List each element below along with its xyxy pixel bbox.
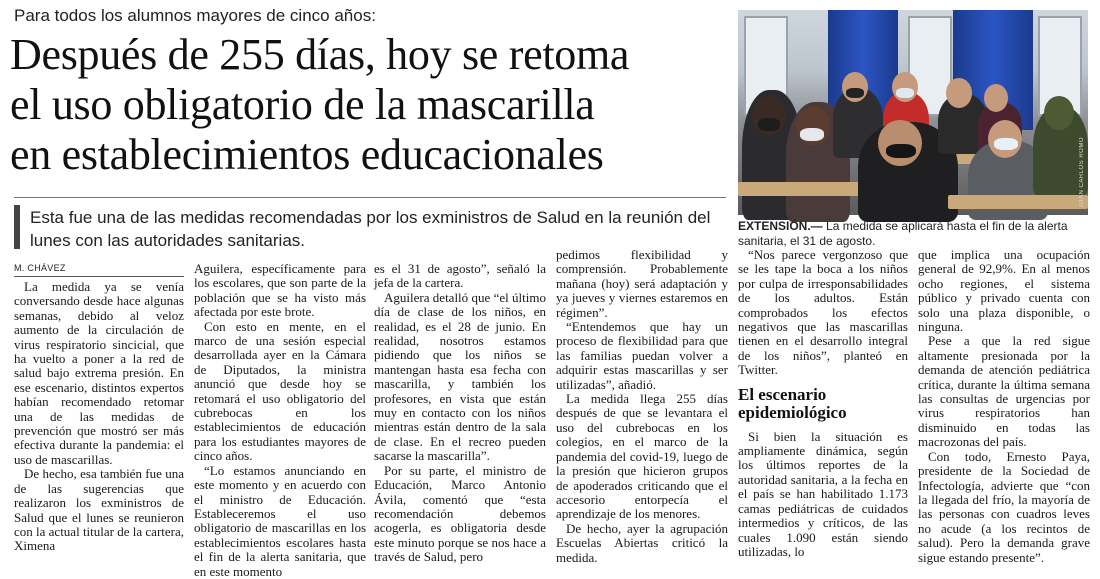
student-head <box>878 120 922 166</box>
deck: Esta fue una de las medidas recomendadas por los exministros de Salud en la reunión del lunes con las autoridades sanitarias. <box>30 208 711 250</box>
article-column-2 <box>194 261 366 579</box>
paragraph: Con esto en mente, en el marco de una sesión especial desarrollada ayer en la Cámara de Diputados, la ministra anunció que desde hoy se retomará el uso obligatorio del cubrebocas en los establecimientos de educación para los estudiantes mayores de cinco años. <box>194 318 366 464</box>
paragraph: De hecho, ayer la agrupación Escuelas Abiertas criticó la medida. <box>556 520 728 565</box>
paragraph: Pese a que la red sigue altamente presionada por la demanda de atención pediátrica crítica, durante la última semana las consultas de urgencias por virus respiratorios han disminuido en todas las macrozonas del país. <box>918 333 1090 450</box>
student-head <box>946 78 972 108</box>
paragraph: “Entendemos que hay un proceso de flexibilidad para que las familias puedan volver a adquirir estas mascarillas y ser utilizadas”, añadió. <box>556 319 728 392</box>
kicker: Para todos los alumnos mayores de cinco años: <box>14 6 376 25</box>
paragraph: “Lo estamos anunciando en este momento y en acuerdo con el ministro de Educación. Estableceremos el uso obligatorio de mascarillas en los establecimientos escolares hasta el fin de la alerta sanitaria, que en este momento <box>194 462 366 579</box>
paragraph: Aguilera detalló que “el último día de clase de los niños, en realidad, es el 28 de junio. En realidad, nosotros estamos pidiendo que los niños se mantengan hasta esa fecha con mascarilla, y también los profesores, en vista que están muy en contacto con los niños mientras están dentro de la sala de clase. En el recreo pueden sacarse la mascarilla”. <box>374 289 546 464</box>
article-photo <box>738 10 1088 215</box>
mask-shape <box>896 88 914 98</box>
caption-text: La medida se aplicará hasta el fin de la alerta sanitaria, el 31 de agosto. <box>738 219 1068 248</box>
article-column-3 <box>374 261 546 565</box>
mask-shape <box>994 138 1018 150</box>
photo-caption <box>738 219 1090 249</box>
paragraph: Si bien la situación es ampliamente dinámica, según los últimos reportes de la autoridad sanitaria, a la fecha en el país se han habilitado 1.173 camas pediátricas de cuidados intermedios y críticos, de las cuales 1.090 están siendo utilizadas, lo <box>738 428 908 559</box>
paragraph: Con todo, Ernesto Paya, presidente de la Sociedad de Infectología, advierte que “con la llegada del frío, la mayoría de las personas con cuadros leves no acude (a los recintos de salud). Pero la demanda grave sigue estando presente”. <box>918 448 1090 565</box>
headline <box>10 30 722 180</box>
caption-label: EXTENSIÓN.— <box>738 219 823 233</box>
article-column-6 <box>918 247 1090 565</box>
mask-shape <box>846 88 864 98</box>
desk-shape <box>948 195 1088 209</box>
paragraph: “Nos parece vergonzoso que se les tape la boca a los niños por culpa de irresponsabilidades de los adultos. Están comprobados los efectos negativos que las mascarillas tienen en el desarrollo integral de los niños”, planteó en Twitter. <box>738 247 908 378</box>
mask-shape <box>800 128 824 141</box>
headline-line-2: el uso obligatorio de la mascarilla <box>10 80 595 129</box>
paragraph: que implica una ocupación general de 92,9%. En al menos ocho regiones, el sistema público y privado cuenta con solo una plaza disponible, o ninguna. <box>918 247 1090 335</box>
article-column-5 <box>738 247 908 559</box>
deck-divider <box>14 197 726 198</box>
article-column-4 <box>556 247 728 565</box>
photo-credit: JUAN CARLOS ROMO <box>1079 136 1085 207</box>
deck-bar <box>14 205 20 249</box>
paragraph: Aguilera, específicamente para los escolares, que son parte de la población que se ha visto más afectada por este brote. <box>194 261 366 320</box>
paragraph: pedimos flexibilidad y comprensión. Probablemente mañana (hoy) será adaptación y ya jueves y viernes estaremos en régimen”. <box>556 247 728 320</box>
headline-line-3: en establecimientos educacionales <box>10 130 604 179</box>
paragraph: Por su parte, el ministro de Educación, Marco Antonio Ávila, comentó que “esta recomendación debemos acogerla, es obligatoria desde este minuto porque se nos hace a través de Salud, pero <box>374 462 546 565</box>
paragraph: La medida ya se venía conversando desde hace algunas semanas, debido al veloz aumento de la circulación de virus respiratorio sincicial, que ha vuelto a poner a la red de salud bajo extrema presión. En ese escenario, distintos expertos habían recomendado retomar una de las medidas de prevención que mostró ser más efectiva durante la pandemia: el uso de mascarillas. <box>14 279 184 467</box>
headline-line-1: Después de 255 días, hoy se retoma <box>10 30 630 79</box>
section-subhead: El escenario epidemiológico <box>738 384 847 422</box>
desk-shape <box>738 182 868 196</box>
paragraph: La medida llega 255 días después de que se levantara el uso del cubrebocas en los colegios, en el marco de la pandemia del covid-19, luego de la presión que hicieron grupos de apoderados criticando que el accesorio entorpecía el aprendizaje de los menores. <box>556 391 728 522</box>
byline: M. CHÁVEZ <box>14 263 184 277</box>
paragraph: De hecho, esa también fue una de las sugerencias que realizaron los exministros de Salud que el lunes se reunieron con la actual titular de la cartera, Ximena <box>14 466 184 554</box>
mask-shape <box>758 118 780 131</box>
student-head <box>1044 96 1074 130</box>
student-head <box>984 84 1008 112</box>
mask-shape <box>886 144 916 158</box>
paragraph: es el 31 de agosto”, señaló la jefa de la cartera. <box>374 261 546 291</box>
article-column-1 <box>14 279 184 554</box>
